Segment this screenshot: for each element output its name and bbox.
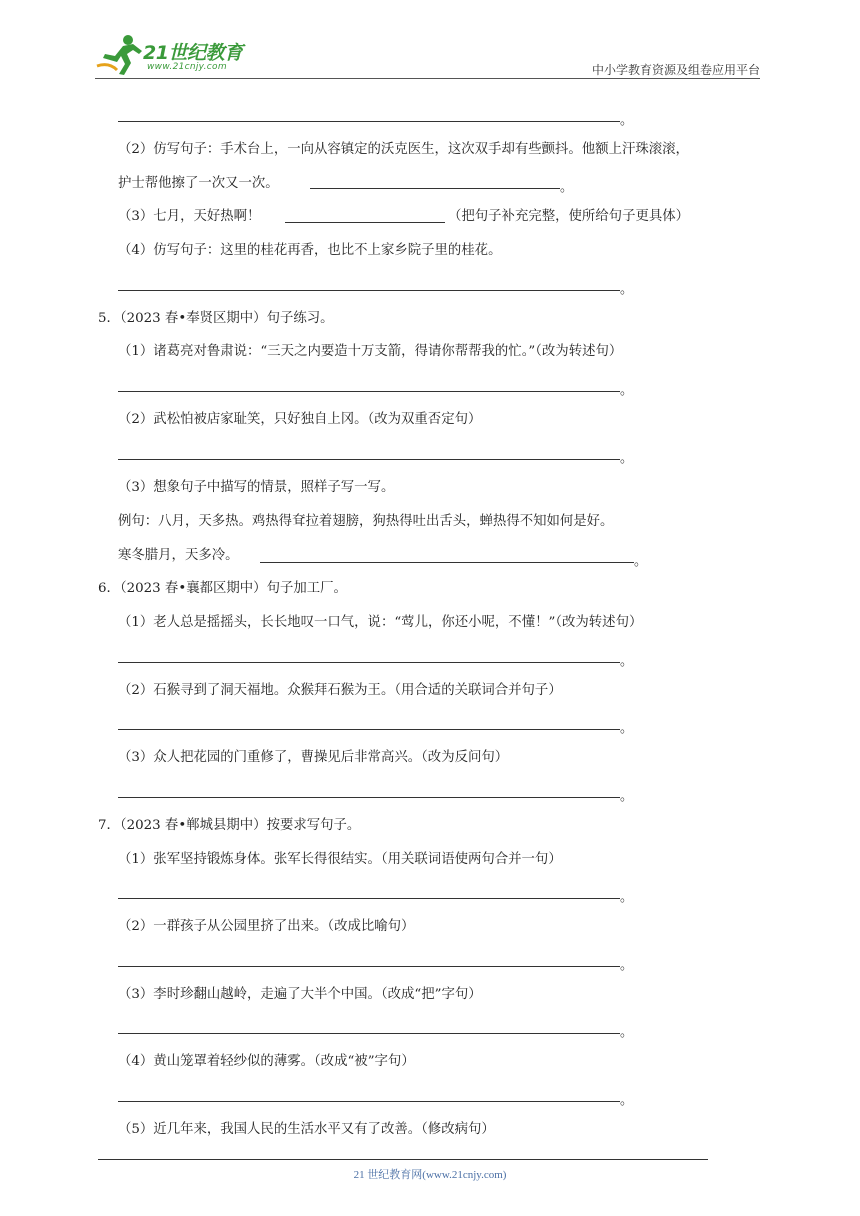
answer-line[interactable] (118, 1033, 620, 1034)
answer-line[interactable] (118, 797, 620, 798)
answer-line[interactable] (118, 662, 620, 663)
q6-title: 6．（2023 春•襄都区期中）句子加工厂。 (98, 581, 347, 596)
q7-2-text: （2）一群孩子从公园里挤了出来。（改成比喻句） (118, 919, 415, 934)
answer-line[interactable] (118, 898, 620, 899)
q6-2-text: （2）石猴寻到了洞天福地。众猴拜石猴为王。（用合适的关联词合并句子） (118, 683, 562, 698)
answer-line[interactable] (118, 1101, 620, 1102)
answer-line[interactable] (118, 391, 620, 392)
platform-name: 中小学教育资源及组卷应用平台 (591, 63, 760, 77)
period-mark: 。 (620, 113, 634, 128)
period-mark: 。 (620, 789, 634, 804)
runner-logo-icon (95, 32, 145, 76)
footer-divider (98, 1159, 708, 1160)
q7-5-text: （5）近几年来，我国人民的生活水平又有了改善。（修改病句） (118, 1122, 495, 1137)
period-mark: 。 (620, 958, 634, 973)
q7-3-text: （3）李时珍翻山越岭，走遍了大半个中国。（改成“把”字句） (118, 987, 482, 1002)
q5-3-prompt: 寒冬腊月，天多冷。 (118, 548, 239, 563)
q4-3-text-a: （3）七月，天好热啊！ (118, 209, 261, 224)
answer-line[interactable] (118, 966, 620, 967)
period-mark: 。 (620, 1093, 634, 1108)
q4-2-text-a: （2）仿写句子：手术台上，一向从容镇定的沃克医生，这次双手却有些颤抖。他额上汗珠滚滚， (118, 142, 689, 157)
period-mark: 。 (620, 1025, 634, 1040)
period-mark: 。 (620, 451, 634, 466)
period-mark: 。 (620, 383, 634, 398)
answer-line[interactable] (118, 729, 620, 730)
q7-1-text: （1）张军坚持锻炼身体。张军长得很结实。（用关联词语使两句合并一句） (118, 852, 562, 867)
period-mark: 。 (620, 282, 634, 297)
page-header (95, 30, 760, 78)
q5-3-example: 例句：八月，天多热。鸡热得耷拉着翅膀，狗热得吐出舌头，蝉热得不知如何是好。 (118, 514, 614, 529)
logo-url: www.21cnjy.com (147, 62, 227, 72)
period-mark: 。 (620, 721, 634, 736)
site-logo (95, 32, 260, 76)
q7-title: 7．（2023 春•郸城县期中）按要求写句子。 (98, 818, 361, 833)
q4-3-text-b: （把句子补充完整，使所给句子更具体） (448, 209, 690, 224)
q6-3-text: （3）众人把花园的门重修了，曹操见后非常高兴。（改为反问句） (118, 750, 509, 765)
answer-line[interactable] (118, 459, 620, 460)
page-footer[interactable]: 21 世纪教育网(www.21cnjy.com) (353, 1169, 507, 1181)
q7-4-text: （4）黄山笼罩着轻纱似的薄雾。（改成“被”字句） (118, 1054, 415, 1069)
period-mark: 。 (560, 180, 574, 195)
period-mark: 。 (620, 654, 634, 669)
answer-line[interactable] (310, 188, 560, 189)
q5-3-text: （3）想象句子中描写的情景，照样子写一写。 (118, 480, 395, 495)
q4-2-text-b: 护士帮他擦了一次又一次。 (118, 176, 279, 191)
q5-2-text: （2）武松怕被店家耻笑，只好独自上冈。（改为双重否定句） (118, 412, 482, 427)
q5-1-text: （1）诸葛亮对鲁肃说：“三天之内要造十万支箭，得请你帮帮我的忙。”（改为转述句） (118, 344, 623, 359)
header-divider (95, 78, 760, 79)
period-mark: 。 (620, 890, 634, 905)
q6-1-text: （1）老人总是摇摇头，长长地叹一口气，说：“莺儿，你还小呢，不懂！”（改为转述句） (118, 615, 643, 630)
period-mark: 。 (634, 554, 648, 569)
answer-line[interactable] (285, 222, 445, 223)
q4-4-text: （4）仿写句子：这里的桂花再香，也比不上家乡院子里的桂花。 (118, 243, 502, 258)
answer-line[interactable] (260, 562, 634, 563)
answer-line[interactable] (118, 121, 620, 122)
logo-text: 21世纪教育 (143, 42, 243, 64)
answer-line[interactable] (118, 290, 620, 291)
q5-title: 5．（2023 春•奉贤区期中）句子练习。 (98, 311, 334, 326)
